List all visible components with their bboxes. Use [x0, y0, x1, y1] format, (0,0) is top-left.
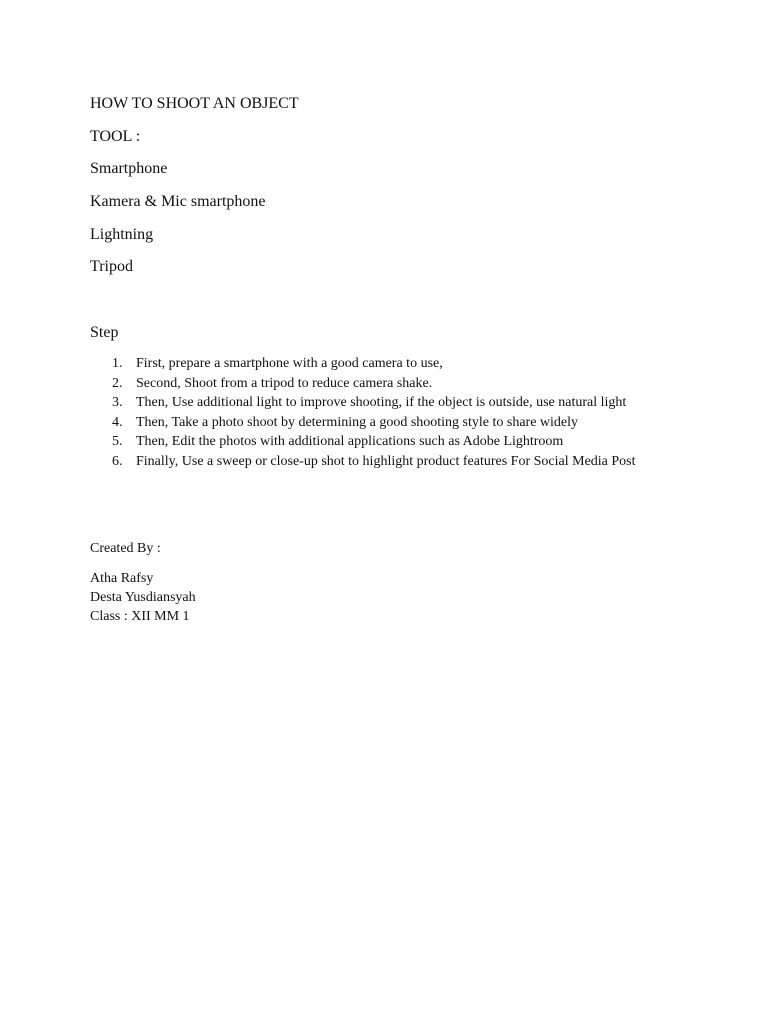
tool-item: Tripod — [90, 258, 133, 275]
step-number: 3. — [112, 395, 123, 410]
step-item — [0, 395, 768, 415]
step-item — [0, 376, 768, 396]
step-item — [0, 454, 768, 474]
tool-heading: TOOL : — [90, 128, 141, 145]
step-item — [0, 434, 768, 454]
step-item — [0, 356, 768, 376]
step-number: 6. — [112, 453, 123, 469]
created-by-label: Created By : — [90, 541, 161, 556]
step-number: 1. — [112, 356, 123, 371]
document-title: HOW TO SHOOT AN OBJECT — [90, 95, 299, 112]
step-text: Then, Use additional light to improve shooting, if the object is outside, use natural light — [136, 395, 627, 410]
step-number: 2. — [112, 375, 123, 391]
author-name: Atha Rafsy — [90, 571, 154, 586]
step-number: 4. — [112, 414, 123, 430]
step-text: First, prepare a smartphone with a good camera to use, — [136, 356, 443, 371]
step-text: Second, Shoot from a tripod to reduce camera shake. — [136, 375, 433, 391]
tool-item: Lightning — [90, 226, 154, 243]
tool-item: Kamera & Mic smartphone — [90, 193, 266, 210]
class-info: Class : XII MM 1 — [90, 609, 190, 624]
steps-list — [0, 356, 768, 473]
step-item — [0, 415, 768, 435]
step-text: Finally, Use a sweep or close-up shot to highlight product features For Social Media Post — [136, 453, 636, 469]
author-name: Desta Yusdiansyah — [90, 590, 196, 605]
step-heading: Step — [90, 324, 119, 341]
step-text: Then, Take a photo shoot by determining a good shooting style to share widely — [136, 414, 579, 430]
tool-item: Smartphone — [90, 160, 168, 177]
step-number: 5. — [112, 434, 123, 449]
step-text: Then, Edit the photos with additional applications such as Adobe Lightroom — [136, 434, 564, 449]
